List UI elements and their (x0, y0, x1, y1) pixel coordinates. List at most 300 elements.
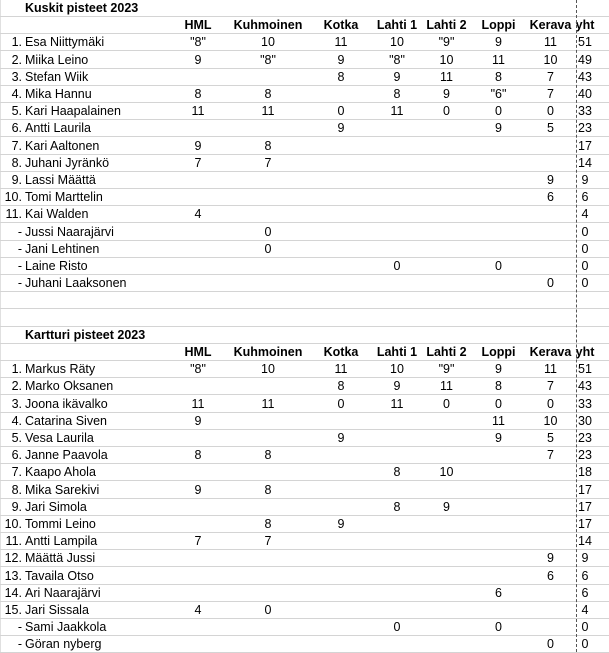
score-cell[interactable] (226, 189, 310, 205)
score-cell[interactable]: 11 (390, 104, 404, 119)
table-row[interactable] (0, 636, 609, 653)
table-row[interactable] (0, 69, 609, 86)
table-row[interactable] (0, 482, 609, 499)
name-cell[interactable]: Vesa Laurila (25, 431, 94, 445)
score-cell[interactable] (471, 533, 526, 549)
score-cell[interactable] (226, 499, 310, 515)
score-cell[interactable] (422, 636, 471, 652)
rank-cell[interactable]: - (17, 241, 22, 256)
score-cell[interactable] (422, 206, 471, 222)
name-cell[interactable]: Kari Haapalainen (25, 104, 121, 119)
score-cell[interactable] (471, 172, 526, 188)
name-cell[interactable]: Jani Lehtinen (25, 241, 100, 256)
score-cell[interactable] (526, 619, 575, 635)
score-cell[interactable] (422, 602, 471, 618)
score-cell[interactable] (422, 275, 471, 291)
score-cell[interactable]: 9 (443, 499, 450, 514)
total-cell[interactable]: 6 (581, 190, 589, 205)
score-cell[interactable]: 11 (390, 396, 404, 411)
total-cell[interactable]: 6 (581, 585, 589, 600)
table-row[interactable] (0, 241, 609, 258)
table-row[interactable] (0, 34, 609, 51)
score-cell[interactable] (471, 155, 526, 171)
score-cell[interactable] (526, 258, 575, 274)
score-cell[interactable] (526, 516, 575, 532)
score-cell[interactable]: 0 (443, 396, 450, 411)
rank-cell[interactable]: 10. (4, 190, 22, 205)
table-row[interactable] (0, 447, 609, 464)
score-cell[interactable] (372, 430, 422, 446)
rank-cell[interactable]: 14. (4, 585, 22, 600)
score-cell[interactable] (226, 585, 310, 601)
total-cell[interactable]: 6 (581, 568, 589, 583)
table-row[interactable] (0, 602, 609, 619)
score-cell[interactable]: 0 (495, 259, 502, 273)
name-cell[interactable]: Tavaila Otso (25, 568, 94, 583)
score-cell[interactable]: 8 (194, 87, 202, 101)
score-cell[interactable] (422, 155, 471, 171)
score-cell[interactable]: 9 (194, 52, 202, 67)
score-cell[interactable]: 9 (337, 517, 345, 531)
rank-cell[interactable]: 1. (11, 362, 22, 377)
score-cell[interactable] (471, 499, 526, 515)
score-cell[interactable]: 10 (543, 413, 558, 428)
total-cell[interactable]: 17 (578, 499, 592, 514)
rank-cell[interactable]: 8. (11, 482, 22, 497)
name-cell[interactable]: Juhani Laaksonen (25, 276, 127, 291)
total-cell[interactable]: 17 (578, 138, 592, 153)
name-cell[interactable]: Catarina Siven (25, 413, 107, 428)
score-cell[interactable] (471, 224, 526, 240)
score-cell[interactable]: 11 (544, 35, 557, 50)
table-row[interactable] (0, 138, 609, 155)
name-cell[interactable]: Markus Räty (25, 362, 96, 377)
score-cell[interactable] (471, 189, 526, 205)
score-cell[interactable] (310, 585, 372, 601)
score-cell[interactable]: 9 (393, 69, 401, 84)
score-cell[interactable]: 11 (440, 379, 453, 394)
total-cell[interactable]: 23 (578, 431, 592, 445)
total-cell[interactable]: 14 (578, 155, 592, 170)
score-cell[interactable]: 0 (547, 637, 554, 652)
score-cell[interactable] (422, 585, 471, 601)
empty-row[interactable] (0, 310, 609, 327)
score-cell[interactable] (372, 224, 422, 240)
column-header[interactable]: HML (184, 18, 212, 33)
score-cell[interactable] (170, 585, 226, 601)
score-cell[interactable] (372, 533, 422, 549)
rank-cell[interactable]: 1. (11, 35, 22, 50)
score-cell[interactable] (471, 447, 526, 463)
total-cell[interactable]: 0 (581, 276, 589, 291)
score-cell[interactable] (526, 499, 575, 515)
score-cell[interactable]: 8 (264, 87, 272, 101)
rank-cell[interactable]: - (17, 276, 22, 291)
name-cell[interactable]: Joona ikävalko (25, 396, 108, 411)
name-cell[interactable]: Lassi Määttä (25, 173, 96, 187)
score-cell[interactable] (310, 619, 372, 635)
table-row[interactable] (0, 258, 609, 275)
name-cell[interactable]: Antti Lampila (25, 534, 98, 549)
score-cell[interactable] (471, 516, 526, 532)
score-cell[interactable]: 8 (337, 69, 345, 84)
score-cell[interactable] (372, 447, 422, 463)
score-cell[interactable] (226, 550, 310, 566)
rank-cell[interactable]: 7. (11, 138, 22, 153)
score-cell[interactable]: 8 (264, 517, 272, 531)
score-cell[interactable] (170, 568, 226, 584)
score-cell[interactable] (471, 482, 526, 498)
score-cell[interactable] (170, 499, 226, 515)
score-cell[interactable]: 9 (495, 35, 502, 50)
rank-cell[interactable]: 2. (11, 379, 22, 394)
score-cell[interactable] (310, 482, 372, 498)
score-cell[interactable] (526, 464, 575, 480)
score-cell[interactable]: 10 (390, 35, 404, 50)
score-cell[interactable] (310, 138, 372, 154)
score-cell[interactable]: 9 (495, 121, 502, 136)
total-cell[interactable]: 0 (581, 224, 589, 239)
score-cell[interactable]: 10 (439, 465, 454, 480)
score-cell[interactable]: 11 (492, 52, 505, 67)
name-cell[interactable]: Jussi Naarajärvi (25, 224, 114, 239)
table-row[interactable] (0, 619, 609, 636)
column-header[interactable]: Lahti 2 (426, 18, 467, 33)
score-cell[interactable] (372, 550, 422, 566)
score-cell[interactable] (372, 172, 422, 188)
score-cell[interactable] (471, 550, 526, 566)
score-cell[interactable]: 11 (191, 104, 205, 119)
rank-cell[interactable]: 11. (5, 534, 22, 549)
score-cell[interactable] (422, 533, 471, 549)
rank-cell[interactable]: 15. (4, 603, 22, 617)
rank-cell[interactable]: 4. (11, 413, 22, 428)
score-cell[interactable]: 11 (334, 362, 348, 377)
column-header[interactable]: Lahti 1 (376, 18, 418, 33)
table-row[interactable] (0, 430, 609, 447)
score-cell[interactable] (422, 516, 471, 532)
score-cell[interactable] (526, 155, 575, 171)
score-cell[interactable] (372, 516, 422, 532)
score-cell[interactable] (310, 224, 372, 240)
score-cell[interactable]: 7 (194, 534, 202, 549)
rank-cell[interactable]: 10. (4, 517, 22, 531)
score-cell[interactable]: 10 (261, 362, 275, 377)
score-cell[interactable] (471, 464, 526, 480)
total-cell[interactable]: 40 (578, 87, 592, 101)
score-cell[interactable] (170, 189, 226, 205)
rank-cell[interactable]: 12. (4, 551, 22, 566)
score-cell[interactable] (170, 120, 226, 136)
table-row[interactable] (0, 533, 609, 550)
score-cell[interactable]: 0 (264, 241, 272, 256)
column-header[interactable]: Kuhmoinen (233, 18, 303, 33)
score-cell[interactable] (310, 189, 372, 205)
score-cell[interactable]: "8" (389, 52, 405, 67)
score-cell[interactable]: 9 (194, 413, 202, 428)
column-header[interactable]: yht (575, 345, 595, 359)
score-cell[interactable]: "9" (438, 35, 455, 50)
score-cell[interactable] (372, 602, 422, 618)
score-cell[interactable] (310, 568, 372, 584)
column-header[interactable]: Kerava (529, 18, 572, 33)
score-cell[interactable]: 8 (393, 87, 401, 101)
table-row[interactable] (0, 413, 609, 430)
score-cell[interactable]: 10 (261, 35, 275, 50)
score-cell[interactable] (170, 258, 226, 274)
rank-cell[interactable]: 11. (5, 207, 22, 222)
table-row[interactable] (0, 464, 609, 481)
score-cell[interactable]: 9 (337, 431, 345, 445)
score-cell[interactable]: 0 (495, 620, 502, 635)
score-cell[interactable] (310, 413, 372, 429)
score-cell[interactable] (422, 120, 471, 136)
score-cell[interactable] (310, 464, 372, 480)
rank-cell[interactable]: 5. (11, 431, 22, 445)
score-cell[interactable] (170, 619, 226, 635)
score-cell[interactable]: 0 (443, 104, 450, 119)
name-cell[interactable]: Marko Oksanen (25, 379, 114, 394)
score-cell[interactable] (226, 378, 310, 394)
score-cell[interactable]: 7 (194, 155, 202, 170)
column-header[interactable]: Kotka (323, 18, 359, 33)
score-cell[interactable]: 8 (194, 448, 202, 463)
score-cell[interactable]: 10 (439, 52, 454, 67)
score-cell[interactable]: 9 (495, 431, 502, 445)
total-cell[interactable]: 51 (578, 35, 592, 50)
score-cell[interactable] (310, 206, 372, 222)
score-cell[interactable] (310, 636, 372, 652)
score-cell[interactable] (526, 585, 575, 601)
rank-cell[interactable]: 7. (11, 465, 22, 480)
table-row[interactable] (0, 120, 609, 137)
score-cell[interactable] (372, 155, 422, 171)
score-cell[interactable] (226, 430, 310, 446)
score-cell[interactable] (471, 568, 526, 584)
score-cell[interactable] (170, 378, 226, 394)
total-cell[interactable]: 0 (581, 637, 589, 652)
rank-cell[interactable]: 5. (11, 104, 22, 119)
name-cell[interactable]: Määttä Jussi (25, 551, 96, 566)
score-cell[interactable] (422, 413, 471, 429)
score-cell[interactable] (310, 550, 372, 566)
score-cell[interactable]: 7 (547, 379, 554, 394)
score-cell[interactable]: 11 (440, 69, 453, 84)
table-row[interactable] (0, 516, 609, 533)
rank-cell[interactable]: 9. (11, 499, 22, 514)
name-cell[interactable]: Miika Leino (25, 52, 89, 67)
score-cell[interactable] (310, 258, 372, 274)
score-cell[interactable] (170, 636, 226, 652)
total-cell[interactable]: 0 (581, 241, 589, 256)
score-cell[interactable]: 9 (194, 138, 202, 153)
column-header[interactable]: Lahti 2 (426, 345, 467, 359)
score-cell[interactable]: 5 (547, 121, 554, 136)
table-row[interactable] (0, 396, 609, 413)
score-cell[interactable] (226, 619, 310, 635)
score-cell[interactable] (310, 155, 372, 171)
rank-cell[interactable]: 6. (11, 448, 22, 463)
score-cell[interactable]: "6" (490, 87, 507, 101)
table-row[interactable] (0, 172, 609, 189)
total-cell[interactable]: 43 (578, 69, 592, 84)
table-row[interactable] (0, 189, 609, 206)
score-cell[interactable]: 9 (443, 87, 450, 101)
rank-cell[interactable]: - (17, 637, 22, 652)
score-cell[interactable] (526, 224, 575, 240)
score-cell[interactable] (372, 206, 422, 222)
score-cell[interactable]: 0 (547, 276, 554, 291)
score-cell[interactable] (372, 568, 422, 584)
score-cell[interactable]: 0 (393, 259, 401, 273)
total-cell[interactable]: 17 (578, 517, 592, 531)
score-cell[interactable]: 8 (393, 499, 401, 514)
table-row[interactable] (0, 52, 609, 69)
score-cell[interactable]: 0 (337, 396, 345, 411)
score-cell[interactable] (422, 482, 471, 498)
score-cell[interactable] (526, 206, 575, 222)
rank-cell[interactable]: - (17, 259, 22, 273)
total-cell[interactable]: 30 (578, 413, 592, 428)
score-cell[interactable] (422, 568, 471, 584)
name-cell[interactable]: Mika Sarekivi (25, 482, 100, 497)
score-cell[interactable] (226, 636, 310, 652)
score-cell[interactable] (170, 241, 226, 257)
name-cell[interactable]: Stefan Wiik (25, 69, 89, 84)
score-cell[interactable]: 0 (495, 104, 502, 119)
name-cell[interactable]: Juhani Jyränkö (25, 155, 110, 170)
table-row[interactable] (0, 103, 609, 120)
total-cell[interactable]: 9 (581, 551, 589, 566)
score-cell[interactable]: 10 (543, 52, 558, 67)
column-header[interactable]: HML (184, 345, 212, 359)
total-cell[interactable]: 4 (581, 603, 589, 617)
score-cell[interactable] (422, 138, 471, 154)
score-cell[interactable] (372, 413, 422, 429)
table-row[interactable] (0, 275, 609, 292)
score-cell[interactable] (310, 602, 372, 618)
score-cell[interactable]: 8 (393, 465, 401, 480)
score-cell[interactable] (170, 224, 226, 240)
table-row[interactable] (0, 86, 609, 103)
table-row[interactable] (0, 206, 609, 223)
name-cell[interactable]: Antti Laurila (25, 121, 92, 136)
score-cell[interactable] (471, 241, 526, 257)
total-cell[interactable]: 23 (578, 121, 592, 136)
score-cell[interactable]: "8" (260, 52, 276, 67)
name-cell[interactable]: Tommi Leino (25, 517, 96, 531)
score-cell[interactable]: 0 (495, 396, 502, 411)
column-header[interactable]: Kotka (323, 345, 359, 359)
score-cell[interactable] (310, 86, 372, 102)
score-cell[interactable]: 11 (334, 35, 348, 50)
total-cell[interactable]: 43 (578, 379, 592, 394)
score-cell[interactable] (526, 602, 575, 618)
name-cell[interactable]: Jari Simola (25, 499, 87, 514)
name-cell[interactable]: Esa Niittymäki (25, 35, 105, 50)
score-cell[interactable]: 0 (393, 620, 401, 635)
table-row[interactable] (0, 155, 609, 172)
rank-cell[interactable]: 6. (11, 121, 22, 136)
rank-cell[interactable]: 13. (4, 568, 22, 583)
score-cell[interactable] (310, 533, 372, 549)
rank-cell[interactable]: - (17, 224, 22, 239)
table-row[interactable] (0, 550, 609, 567)
score-cell[interactable] (170, 69, 226, 85)
score-cell[interactable] (422, 430, 471, 446)
total-cell[interactable]: 18 (578, 465, 592, 480)
score-cell[interactable] (170, 275, 226, 291)
column-header[interactable]: Loppi (481, 18, 516, 33)
score-cell[interactable] (170, 172, 226, 188)
score-cell[interactable] (471, 138, 526, 154)
total-cell[interactable]: 51 (578, 362, 592, 377)
score-cell[interactable]: 11 (544, 362, 557, 377)
table-row[interactable] (0, 224, 609, 241)
table-row[interactable] (0, 585, 609, 602)
score-cell[interactable] (471, 636, 526, 652)
score-cell[interactable] (372, 241, 422, 257)
rank-cell[interactable]: 2. (11, 52, 22, 67)
score-cell[interactable]: 5 (547, 431, 554, 445)
score-cell[interactable]: 0 (547, 396, 554, 411)
score-cell[interactable] (170, 430, 226, 446)
score-cell[interactable] (422, 224, 471, 240)
total-cell[interactable]: 33 (578, 396, 592, 411)
score-cell[interactable]: 6 (547, 568, 554, 583)
score-cell[interactable] (170, 516, 226, 532)
rank-cell[interactable]: 3. (11, 69, 22, 84)
name-cell[interactable]: Kari Aaltonen (25, 138, 100, 153)
score-cell[interactable] (471, 275, 526, 291)
score-cell[interactable]: 8 (264, 138, 272, 153)
score-cell[interactable] (310, 241, 372, 257)
empty-row[interactable] (0, 292, 609, 309)
score-cell[interactable]: 8 (264, 482, 272, 497)
score-cell[interactable] (372, 275, 422, 291)
score-cell[interactable]: 11 (261, 396, 275, 411)
total-cell[interactable]: 0 (581, 259, 589, 273)
table-row[interactable] (0, 568, 609, 585)
score-cell[interactable] (226, 172, 310, 188)
score-cell[interactable] (372, 585, 422, 601)
score-cell[interactable] (226, 464, 310, 480)
score-cell[interactable] (372, 636, 422, 652)
score-cell[interactable] (310, 172, 372, 188)
rank-cell[interactable]: 9. (11, 173, 22, 187)
name-cell[interactable]: Sami Jaakkola (25, 620, 107, 635)
score-cell[interactable]: 6 (547, 190, 554, 205)
name-cell[interactable]: Jari Sissala (25, 603, 89, 617)
score-cell[interactable] (310, 499, 372, 515)
name-cell[interactable]: Tomi Marttelin (25, 190, 103, 205)
score-cell[interactable] (372, 482, 422, 498)
score-cell[interactable]: 6 (495, 585, 502, 600)
total-cell[interactable]: 33 (578, 104, 592, 119)
score-cell[interactable] (526, 138, 575, 154)
score-cell[interactable] (422, 447, 471, 463)
name-cell[interactable]: Kaapo Ahola (25, 465, 96, 480)
score-cell[interactable] (422, 258, 471, 274)
score-cell[interactable] (226, 568, 310, 584)
score-cell[interactable] (170, 550, 226, 566)
total-cell[interactable]: 9 (581, 173, 589, 187)
score-cell[interactable] (372, 120, 422, 136)
total-cell[interactable]: 17 (578, 482, 592, 497)
score-cell[interactable] (310, 447, 372, 463)
score-cell[interactable] (226, 120, 310, 136)
score-cell[interactable]: "8" (190, 362, 206, 377)
